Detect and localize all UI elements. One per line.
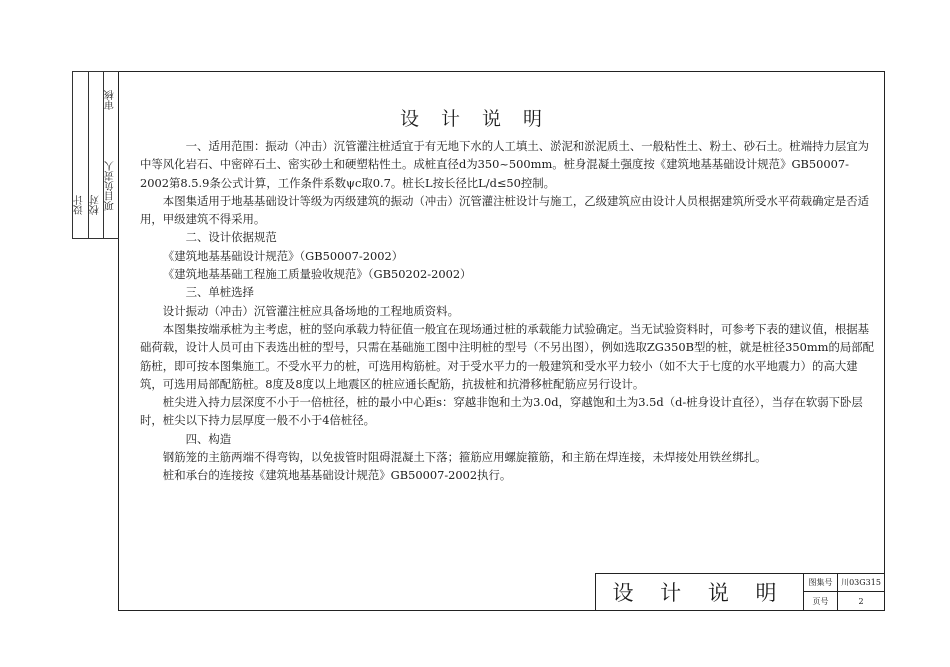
title-block-title: 设 计 说 明 (596, 574, 804, 610)
paragraph: 三、单桩选择 (185, 285, 254, 300)
project-lead-label: 项目负责人 (105, 161, 117, 211)
body-text (140, 137, 875, 485)
atlas-number-value: 川03G315 (838, 574, 884, 592)
checker-label: 校对 (90, 195, 101, 215)
designer-label: 设计 (74, 195, 86, 215)
page-number-label: 页号 (804, 592, 838, 610)
signature-column-checker (89, 72, 105, 238)
reviewer-label: 审核 (105, 90, 117, 110)
paragraph: 本图集适用于地基基础设计等级为丙级建筑的振动（冲击）沉管灌注桩设计与施工，乙级建筑应由设计人员根据建筑所受水平荷载确定是否适用，甲级建筑不得采用。 (140, 193, 870, 227)
paragraph: 一、适用范围：振动（冲击）沉管灌注桩适宜于有无地下水的人工填土、淤泥和淤泥质土、一般粘性土、粉土、砂石土。桩端持力层宜为中等风化岩石、中密碎石土、密实砂土和硬塑粘性土。成桩直径d为350~500mm。桩身混凝土强度按《建筑地基基础设计规范》GB50007-2002第8.5.9条公式计算，工作条件系数ψc取0.7。桩长L按长径比L/d≤50控制。 (140, 139, 870, 190)
atlas-number-label: 图集号 (804, 574, 838, 592)
paragraph: 设计振动（冲击）沉管灌注桩应具备场地的工程地质资料。 (162, 303, 459, 318)
title-block (595, 573, 884, 610)
signature-strip (72, 71, 119, 239)
page-number-value: 2 (858, 596, 864, 606)
paragraph: 《建筑地基基础工程施工质量验收规范》（GB50202-2002） (162, 267, 472, 282)
paragraph: 本图集按端承桩为主考虑，桩的竖向承载力特征值一般宜在现场通过桩的承载能力试验确定。当无试验资料时，可参考下表的建议值，根据基础荷载，设计人员可由下表选出桩的型号，只需在基础施工图中注明桩的型号（不另出图），例如选取ZG350B型的桩，就是桩径350mm的局部配筋桩，即可按本图集施工。不受水平力的桩，可选用构筋桩。对于受水平力的一般建筑和受水平力较小（如不大于七度的水平地震力）的高大建筑，可选用局部配筋桩。8度及8度以上地震区的桩应通长配筋，抗拔桩和抗滑移桩配筋应另行设计。 (140, 321, 875, 391)
paragraph: 二、设计依据规范 (185, 230, 277, 245)
paragraph: 桩尖进入持力层深度不小于一倍桩径，桩的最小中心距s：穿越非饱和土为3.0d，穿越饱和土为3.5d（d-桩身设计直径），当存在软弱下卧层时，桩尖以下持力层厚度一般不小于4倍桩径。 (140, 395, 863, 428)
signature-column-reviewer (104, 72, 119, 238)
paragraph: 钢筋笼的主筋两端不得弯钩，以免拔管时阻碍混凝土下落；箍筋应用螺旋箍筋，和主筋在焊连接，未焊接处用铁丝绑扎。 (162, 450, 767, 465)
paragraph: 四、构造 (185, 431, 232, 446)
paragraph: 桩和承台的连接按《建筑地基基础设计规范》GB50007-2002执行。 (162, 468, 512, 483)
paragraph: 《建筑地基基础设计规范》（GB50007-2002） (162, 248, 404, 263)
title-block-info (804, 574, 884, 610)
signature-column-designer (73, 72, 89, 238)
page-title: 设 计 说 明 (399, 108, 551, 130)
